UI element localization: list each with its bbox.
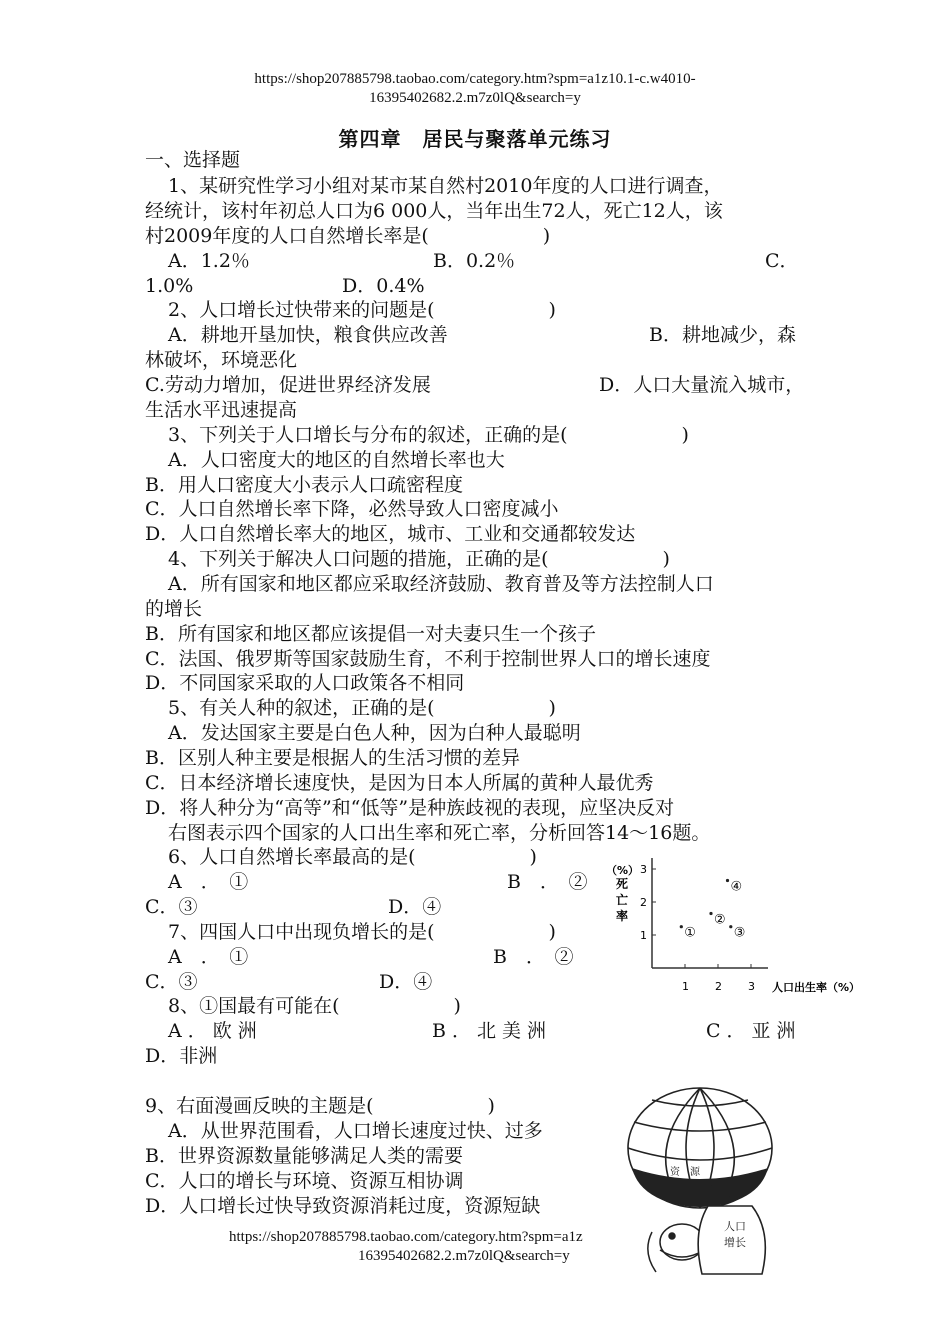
q2-option-d-cont: 生活水平迅速提高 [145, 399, 298, 421]
population-label-2: 增长 [724, 1236, 746, 1249]
q9-option-b: B．世界资源数量能够满足人类的需要 [145, 1145, 463, 1167]
q5-option-a: A．发达国家主要是白色人种，因为白种人最聪明 [168, 722, 581, 744]
data-point-label: ③ [733, 925, 746, 941]
birth-death-rate-chart [600, 852, 890, 1002]
q4-option-c: C．法国、俄罗斯等国家鼓励生育，不利于控制世界人口的增长速度 [145, 648, 711, 670]
q5-option-c: C．日本经济增长速度快，是因为日本人所属的黄种人最优秀 [145, 772, 654, 794]
q4-option-a-cont: 的增长 [145, 598, 203, 620]
section-heading: 一、选择题 [145, 149, 241, 171]
q9-option-d: D．人口增长过快导致资源消耗过度，资源短缺 [145, 1195, 541, 1217]
data-point [680, 925, 683, 928]
q1-stem-line-1: 1、某研究性学习小组对某市某自然村2010年度的人口进行调查， [168, 175, 723, 197]
q2-option-d: D．人口大量流入城市， [599, 374, 805, 396]
q8-option-b: B．北美洲 [432, 1020, 552, 1042]
q1-option-c-value: 1.0% [145, 275, 194, 297]
x-axis-label: 人口出生率（%） [772, 981, 861, 994]
q5-option-b: B．区别人种主要是根据人的生活习惯的差异 [145, 747, 520, 769]
q4-option-d: D．不同国家采取的人口政策各不相同 [145, 672, 465, 694]
q2-option-c: C.劳动力增加，促进世界经济发展 [145, 374, 431, 396]
data-point [729, 925, 732, 928]
y-axis-unit: （%） [606, 864, 640, 877]
header-url-line-2[interactable]: 16395402682.2.m7z0lQ&search=y [369, 90, 581, 106]
q9-option-a: A．从世界范围看，人口增长速度过快、过多 [168, 1120, 543, 1142]
page-title: 第四章 居民与聚落单元练习 [338, 127, 612, 151]
y-axis-label-2: 亡 [616, 893, 629, 907]
q6-option-b: B ． ② [507, 871, 588, 893]
data-point [709, 912, 712, 915]
q6-option-c: C．③ [145, 896, 198, 918]
q7-option-c: C．③ [145, 971, 198, 993]
y-axis-label-1: 死 [616, 877, 629, 891]
y-tick-label: 2 [640, 896, 647, 909]
q8-option-d: D．非洲 [145, 1045, 218, 1067]
q2-option-b: B．耕地减少，森 [649, 324, 796, 346]
header-url-line-1[interactable]: https://shop207885798.taobao.com/category.htm?spm=a1z10.1-c.w4010- [254, 71, 696, 87]
q4-option-a: A．所有国家和地区都应采取经济鼓励、教育普及等方法控制人口 [168, 573, 714, 595]
y-tick-label: 1 [640, 929, 647, 942]
data-point-label: ① [684, 925, 696, 941]
q3-option-d: D．人口自然增长率大的地区，城市、工业和交通都较发达 [145, 523, 636, 545]
footer-url-line-2[interactable]: 16395402682.2.m7z0lQ&search=y [358, 1248, 570, 1264]
q8-stem: 8、①国最有可能在( ) [168, 995, 461, 1017]
q7-option-a: A ． ① [168, 946, 249, 968]
x-tick-label: 1 [682, 980, 689, 993]
q3-option-c: C．人口自然增长率下降，必然导致人口密度减小 [145, 498, 559, 520]
population-resources-cartoon [612, 1082, 782, 1280]
q4-option-b: B．所有国家和地区都应该提倡一对夫妻只生一个孩子 [145, 623, 596, 645]
q1-stem-line-3: 村2009年度的人口自然增长率是( ) [145, 225, 551, 247]
q1-option-d: D．0.4% [342, 275, 425, 297]
resources-band [632, 1168, 768, 1207]
q7-stem: 7、四国人口中出现负增长的是( ) [168, 921, 556, 943]
x-tick-label: 2 [715, 980, 722, 993]
q6-option-a: A ． ① [168, 871, 249, 893]
data-point-label: ④ [730, 879, 743, 895]
x-tick-label: 3 [748, 980, 755, 993]
q3-option-a: A．人口密度大的地区的自然增长率也大 [168, 449, 505, 471]
q1-stem-line-2: 经统计，该村年初总人口为6 000人，当年出生72人，死亡12人，该 [145, 200, 723, 222]
q9-stem: 9、右面漫画反映的主题是( ) [145, 1095, 495, 1117]
q7-option-d: D．④ [379, 971, 433, 993]
q8-option-a: A．欧洲 [168, 1020, 263, 1042]
q1-option-a: A．1.2％ [168, 250, 250, 272]
q7-option-b: B ． ② [493, 946, 574, 968]
q3-stem: 3、下列关于人口增长与分布的叙述，正确的是( ) [168, 424, 689, 446]
population-label-1: 人口 [724, 1220, 746, 1233]
q5-option-d: D．将人种分为“高等”和“低等”是种族歧视的表现，应坚决反对 [145, 797, 675, 819]
q6-option-d: D．④ [388, 896, 442, 918]
footer-url-line-1[interactable]: https://shop207885798.taobao.com/category.htm?spm=a1z [229, 1229, 583, 1245]
y-axis-label-3: 率 [616, 909, 629, 923]
q3-option-b: B．用人口密度大小表示人口疏密程度 [145, 474, 463, 496]
q2-stem: 2、人口增长过快带来的问题是( ) [168, 299, 556, 321]
data-point-label: ② [714, 912, 726, 928]
y-tick-label: 3 [640, 863, 647, 876]
q2-option-b-cont: 林破坏，环境恶化 [145, 349, 298, 371]
data-point [726, 879, 729, 882]
q6-stem: 6、人口自然增长率最高的是( ) [168, 846, 537, 868]
q1-option-c: C． [765, 250, 799, 272]
resources-label: 资 源 [670, 1167, 700, 1178]
q2-option-a: A．耕地开垦加快，粮食供应改善 [168, 324, 448, 346]
q8-option-c: C．亚洲 [706, 1020, 802, 1042]
q9-option-c: C．人口的增长与环境、资源互相协调 [145, 1170, 464, 1192]
q5-stem: 5、有关人种的叙述，正确的是( ) [168, 697, 556, 719]
q1-option-b: B．0.2％ [433, 250, 516, 272]
chart-intro: 右图表示四个国家的人口出生率和死亡率，分析回答14～16题。 [168, 822, 711, 844]
q4-stem: 4、下列关于解决人口问题的措施，正确的是( ) [168, 548, 670, 570]
